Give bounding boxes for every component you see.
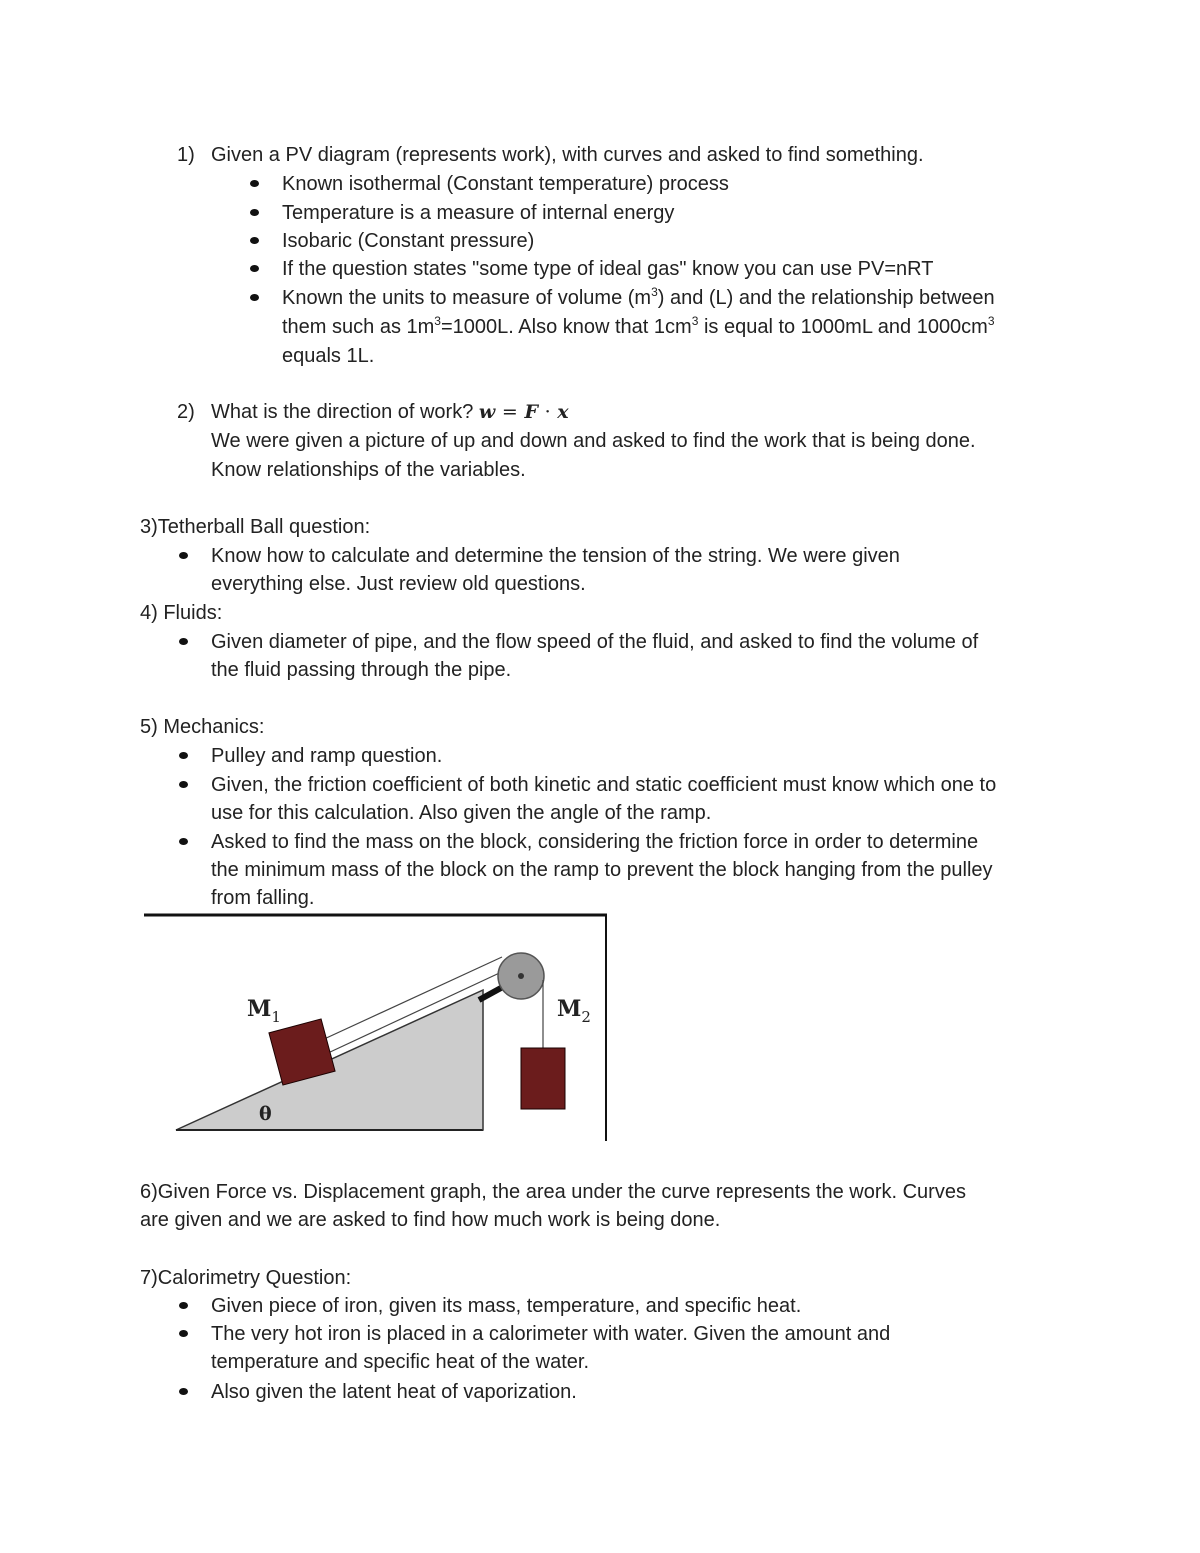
bullet-icon	[179, 752, 188, 759]
bullet-icon	[179, 638, 188, 645]
work-formula: w = F · x	[478, 401, 569, 423]
section-1-bullet-temperature: Temperature is a measure of internal energy	[282, 202, 675, 224]
section-1-bullet-units-line-2: them such as $1m^3=1000L$. Also know that $1cm^3$ is equal to 1000mL and $1000cm^3$	[282, 314, 995, 338]
bullet-icon	[179, 1388, 188, 1395]
section-1-bullet-isothermal: Known isothermal (Constant temperature) process	[282, 173, 729, 195]
section-1-bullet-units-line-1: Known the units to measure of volume $(m^3)$ and (L) and the relationship between	[282, 285, 995, 309]
section-5-bullet-mass-line-2: the minimum mass of the block on the ramp to prevent the block hanging from the pulley	[211, 859, 993, 881]
section-2-number: 2)	[177, 401, 195, 423]
section-1-bullet-isobaric: Isobaric (Constant pressure)	[282, 230, 535, 252]
section-3-bullet-line-2: everything else. Just review old questions.	[211, 573, 586, 595]
section-3-bullet-line-1: Know how to calculate and determine the tension of the string. We were given	[211, 545, 900, 567]
section-2-line-2: We were given a picture of up and down and asked to find the work that is being done.	[211, 430, 976, 452]
pulley-ramp-diagram	[140, 912, 612, 1144]
section-4-bullet-line-2: the fluid passing through the pipe.	[211, 659, 512, 681]
bullet-icon	[179, 1330, 188, 1337]
section-1-text: Given a PV diagram (represents work), with curves and asked to find something.	[211, 144, 924, 166]
section-7-bullet-iron: Given piece of iron, given its mass, temperature, and specific heat.	[211, 1295, 802, 1317]
section-4-heading: 4) Fluids:	[140, 602, 223, 624]
section-7-bullet-calorimeter-line-2: temperature and specific heat of the water.	[211, 1351, 589, 1373]
bullet-icon	[179, 552, 188, 559]
section-1-bullet-ideal-gas: If the question states "some type of ideal gas" know you can use PV=nRT	[282, 258, 934, 280]
section-5-bullet-friction-line-2: use for this calculation. Also given the angle of the ramp.	[211, 802, 712, 824]
block-m2	[521, 1048, 565, 1109]
section-7-bullet-calorimeter-line-1: The very hot iron is placed in a calorimeter with water. Given the amount and	[211, 1323, 891, 1345]
section-5-heading: 5) Mechanics:	[140, 716, 265, 738]
section-5-bullet-mass-line-1: Asked to find the mass on the block, considering the friction force in order to determine	[211, 831, 979, 853]
section-1-bullet-units-line-3: equals 1L.	[282, 345, 375, 367]
bullet-icon	[179, 838, 188, 845]
section-5-bullet-friction-line-1: Given, the friction coefficient of both kinetic and static coefficient must know which one to	[211, 774, 997, 796]
section-2-line-3: Know relationships of the variables.	[211, 459, 526, 481]
section-6-line-2: are given and we are asked to find how much work is being done.	[140, 1209, 721, 1231]
section-6-line-1: 6)Given Force vs. Displacement graph, the area under the curve represents the work. Curves	[140, 1181, 966, 1203]
section-3-heading: 3)Tetherball Ball question:	[140, 516, 371, 538]
section-7-bullet-latent-heat: Also given the latent heat of vaporization.	[211, 1381, 577, 1403]
bullet-icon	[250, 180, 259, 187]
section-1-number: 1)	[177, 144, 195, 166]
pulley-axle	[518, 973, 524, 979]
label-m2: $M_2$	[557, 996, 591, 1026]
bullet-icon	[250, 265, 259, 272]
section-5-bullet-pulley: Pulley and ramp question.	[211, 745, 443, 767]
section-5-bullet-mass-line-3: from falling.	[211, 887, 315, 909]
label-theta: θ	[259, 1103, 272, 1125]
section-4-bullet-line-1: Given diameter of pipe, and the flow speed of the fluid, and asked to find the volume of	[211, 631, 979, 653]
bullet-icon	[250, 209, 259, 216]
label-m1: $M_1$	[247, 996, 281, 1026]
section-7-heading: 7)Calorimetry Question:	[140, 1267, 352, 1289]
section-2-question: What is the direction of work? w = F · x	[211, 401, 569, 423]
bullet-icon	[179, 1302, 188, 1309]
bullet-icon	[250, 294, 259, 301]
bullet-icon	[250, 237, 259, 244]
bullet-icon	[179, 781, 188, 788]
